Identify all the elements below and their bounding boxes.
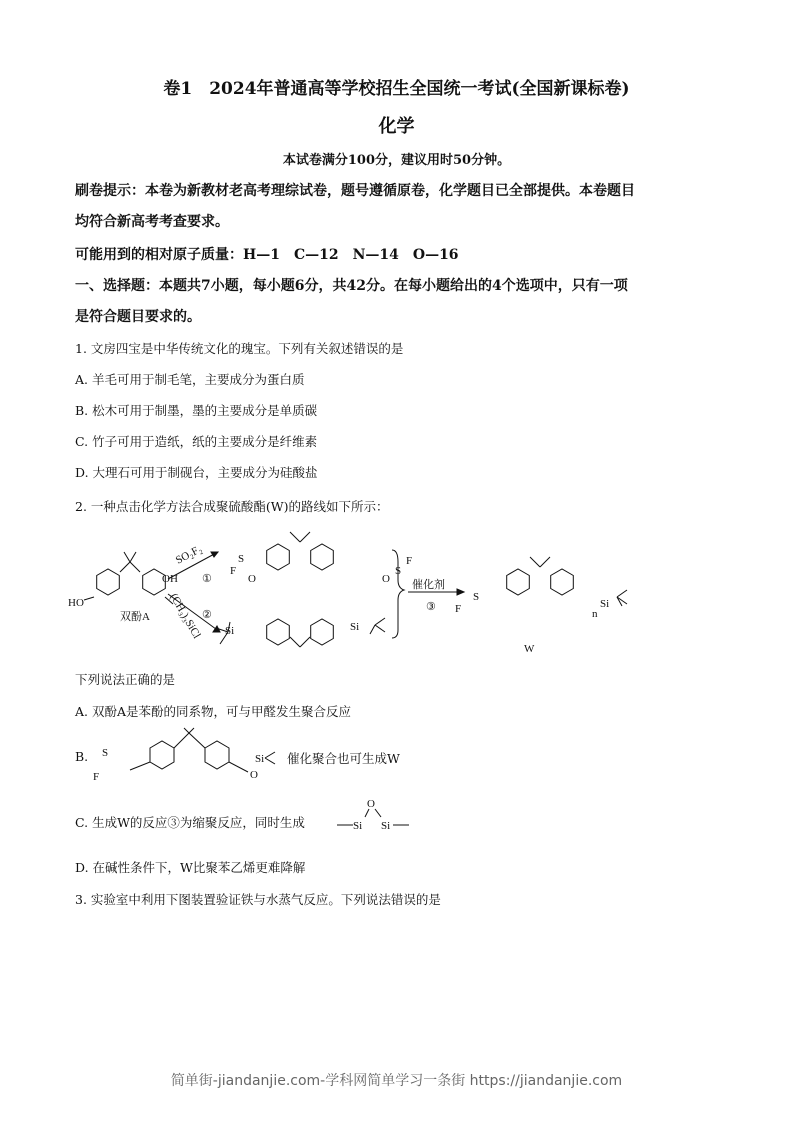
q1-option-d: D. 大理石可用于制砚台，主要成分为硅酸盐 [75,465,318,480]
q1-option-b: B. 松木可用于制墨，墨的主要成分是单质碳 [75,403,318,418]
tip-line-1: 刷卷提示：本卷为新教材老高考理综试卷，题号遵循原卷，化学题目已全部提供。本卷题目 [75,183,635,199]
section-heading-1: 一、选择题：本题共7小题，每小题6分，共42分。在每小题给出的4个选项中，只有一项 [75,278,628,294]
atom-o: O [382,573,390,585]
atom-si: Si [353,820,363,832]
q2-option-a: A. 双酚A是苯酚的同系物，可与甲醛发生聚合反应 [75,704,352,719]
q2-option-b-text: 催化聚合也可生成W [287,751,400,766]
q2-option-b-label: B. [75,749,89,764]
exam-title: 卷1 2024年普通高等学校招生全国统一考试(全国新课标卷) [163,79,630,99]
benzene-ring [311,544,334,570]
synthesis-route-diagram [70,522,670,662]
reagent-tmscl: (CH₃)₃SiCl [167,591,203,641]
oh-label: OH [162,573,178,585]
q2-option-d: D. 在碱性条件下，W比聚苯乙烯更难降解 [75,860,306,875]
atom-s: S [473,591,480,603]
atom-o: O [250,769,258,781]
step-3-label: ③ [426,601,436,613]
subject-title: 化学 [378,116,415,137]
atom-si: Si [600,598,610,610]
benzene-ring [267,544,290,570]
atom-o: O [367,798,375,810]
atom-s: S [238,553,245,565]
benzene-ring [267,619,290,645]
atom-s: S [102,747,109,759]
q1-option-a: A. 羊毛可用于制毛笔，主要成分为蛋白质 [75,372,305,387]
reagent-so2f2: SO₂F₂ [173,542,205,567]
atom-o: O [248,573,256,585]
benzene-ring [507,569,530,595]
q2-prompt: 下列说法正确的是 [75,672,176,687]
atom-f: F [230,565,237,577]
option-c-structure [335,795,415,840]
benzene-ring [551,569,574,595]
repeat-n: n [592,608,598,620]
atom-s: S [395,565,402,577]
catalyst-label: 催化剂 [412,579,445,591]
q1-stem: 1. 文房四宝是中华传统文化的瑰宝。下列有关叙述错误的是 [75,341,404,356]
bisphenol-a-label: 双酚A [120,611,150,623]
ho-label: HO [68,597,84,609]
section-heading-2: 是符合题目要求的。 [75,309,201,325]
atom-f: F [455,603,462,615]
atom-f: F [406,555,413,567]
footer-watermark: 简单街-jiandanjie.com-学科网简单学习一条街 https://jiandanjie.com [170,1073,623,1089]
benzene-ring [311,619,334,645]
benzene-ring [97,569,120,595]
q3-stem: 3. 实验室中利用下图装置验证铁与水蒸气反应。下列说法错误的是 [75,892,441,907]
q2-option-c-label: C. 生成W的反应③为缩聚反应，同时生成 [75,815,305,830]
exam-note: 本试卷满分100分，建议用时50分钟。 [282,153,511,168]
q2-stem: 2. 一种点击化学方法合成聚硫酸酯(W)的路线如下所示： [75,499,389,514]
atom-si: Si [381,820,391,832]
product-w-label: W [524,643,535,655]
option-b-structure [90,728,290,788]
q1-option-c: C. 竹子可用于造纸，纸的主要成分是纤维素 [75,434,318,449]
atom-si: Si [350,621,360,633]
step-2-label: ② [202,609,212,621]
step-1-label: ① [202,573,212,585]
tip-line-2: 均符合新高考考查要求。 [75,214,229,230]
atom-si: Si [225,625,235,637]
atom-si: Si [255,753,265,765]
atomic-masses: 可能用到的相对原子质量：H—1 C—12 N—14 O—16 [75,247,459,263]
atom-f: F [93,771,100,783]
